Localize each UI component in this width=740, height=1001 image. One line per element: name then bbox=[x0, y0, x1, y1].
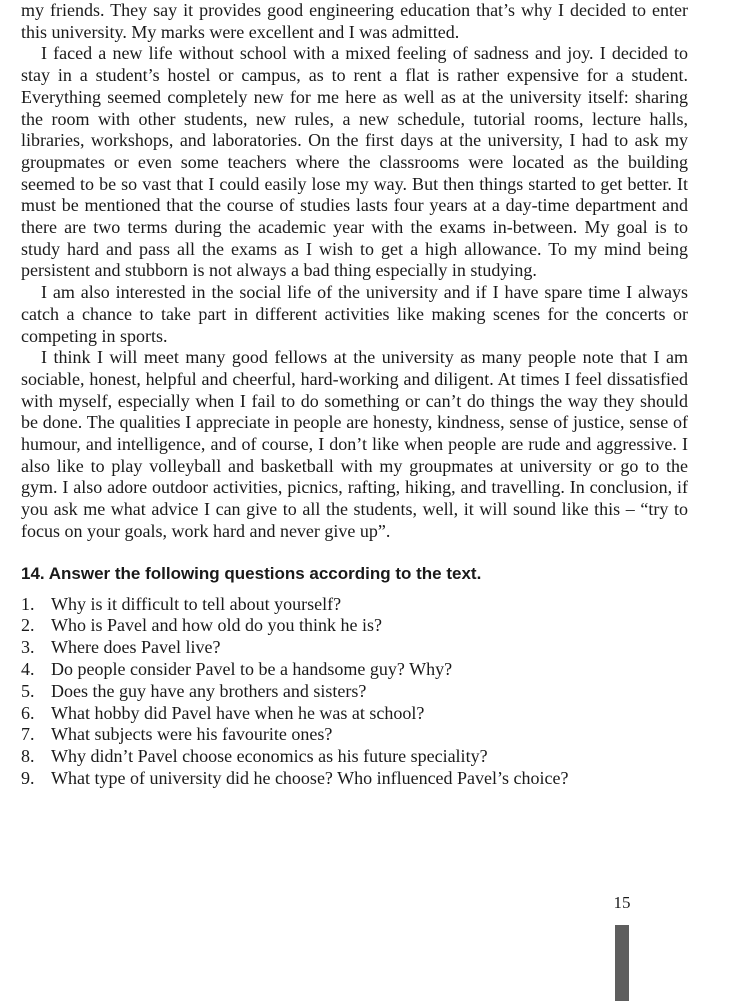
question-text: What type of university did he choose? Who influenced Pavel’s choice? bbox=[51, 767, 569, 788]
question-number: 6. bbox=[21, 702, 35, 723]
question-number: 9. bbox=[21, 767, 35, 788]
question-item bbox=[21, 615, 688, 637]
page-number: 15 bbox=[613, 893, 631, 912]
question-text: Does the guy have any brothers and sisters? bbox=[51, 680, 367, 701]
question-item bbox=[21, 746, 688, 768]
question-list bbox=[21, 594, 688, 790]
paragraph-1: my friends. They say it provides good engineering education that’s why I decided to enter this university. My marks were excellent and I was admitted. bbox=[21, 0, 688, 42]
question-text: Where does Pavel live? bbox=[51, 637, 221, 658]
question-item bbox=[21, 659, 688, 681]
question-item bbox=[21, 703, 688, 725]
paragraph-3: I am also interested in the social life of the university and if I have spare time I always catch a chance to take part in different activities like making scenes for the concerts or competing in sports. bbox=[21, 282, 688, 346]
question-text: Why is it difficult to tell about yourself? bbox=[51, 593, 342, 614]
question-number: 5. bbox=[21, 680, 35, 701]
paragraph-4: I think I will meet many good fellows at the university as many people note that I am sociable, honest, helpful and cheerful, hard-working and diligent. At times I feel dissatisfied with myself, especially when I fail to do something or can’t do things the way they should be done. The qualities I appreciate in people are honesty, kindness, sense of justice, sense of humour, and intelligence, and of course, I don’t like when people are rude and aggressive. I also like to play volleyball and basketball with my groupmates at university or go to the gym. I also adore outdoor activities, picnics, rafting, hiking, and travelling. In conclusion, if you ask me what advice I can give to all the students, well, it will sound like this – “try to focus on your goals, work hard and never give up”. bbox=[21, 347, 688, 541]
question-number: 4. bbox=[21, 658, 35, 679]
question-text: What subjects were his favourite ones? bbox=[51, 724, 333, 745]
reading-text bbox=[21, 0, 688, 543]
question-item bbox=[21, 768, 688, 790]
question-number: 2. bbox=[21, 615, 35, 636]
question-item bbox=[21, 594, 688, 616]
question-number: 1. bbox=[21, 593, 35, 614]
question-text: Do people consider Pavel to be a handsome guy? Why? bbox=[51, 658, 453, 679]
question-text: What hobby did Pavel have when he was at school? bbox=[51, 702, 425, 723]
question-number: 7. bbox=[21, 724, 35, 745]
question-item bbox=[21, 637, 688, 659]
page-edge-marker bbox=[615, 925, 629, 1001]
paragraph-2: I faced a new life without school with a mixed feeling of sadness and joy. I decided to stay in a student’s hostel or campus, as to rent a flat is rather expensive for a student. Everything seemed completely new for me here as well as at the university itself: sharing the room with other students, new rules, a new schedule, tutorial rooms, lecture halls, libraries, workshops, and laboratories. On the first days at the university, I had to ask my groupmates or even some teachers where the classrooms were located as the building seemed to be so vast that I could easily lose my way. But then things started to get better. It must be mentioned that the course of studies lasts four years at a day-time department and there are two terms during the academic year with the exams in-between. My goal is to study hard and pass all the exams as I wish to get a high allowance. To my mind being persistent and stubborn is not always a bad thing especially in studying. bbox=[21, 43, 688, 281]
page-content bbox=[21, 0, 688, 790]
question-text: Why didn’t Pavel choose economics as his future speciality? bbox=[51, 746, 488, 767]
exercise-heading: 14. Answer the following questions according to the text. bbox=[21, 563, 482, 583]
question-text: Who is Pavel and how old do you think he is? bbox=[51, 615, 382, 636]
question-number: 8. bbox=[21, 746, 35, 767]
question-item bbox=[21, 681, 688, 703]
question-number: 3. bbox=[21, 637, 35, 658]
question-item bbox=[21, 724, 688, 746]
